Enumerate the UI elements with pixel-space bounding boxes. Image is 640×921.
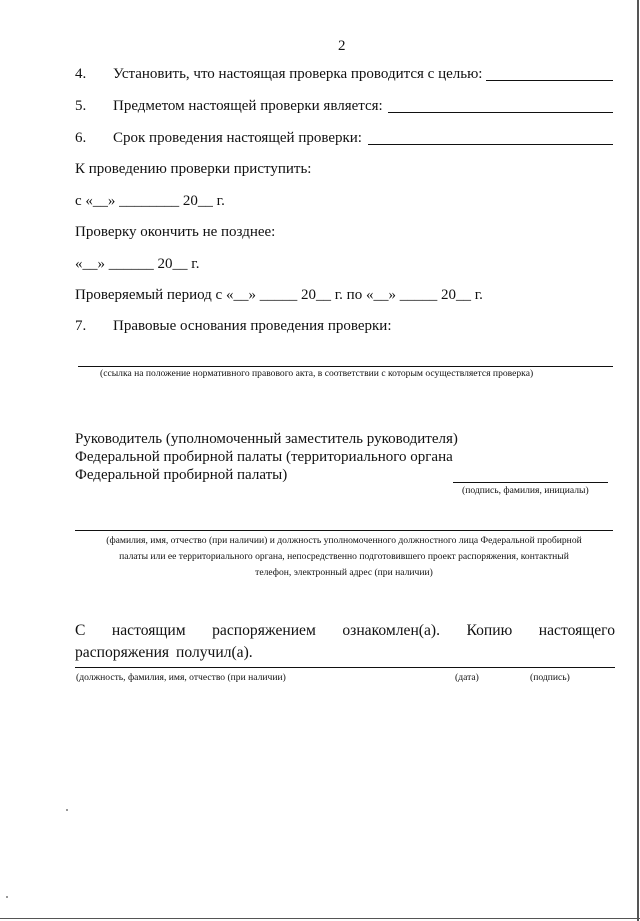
item-7 [75,318,391,335]
legal-basis-caption: (ссылка на положение нормативного правового акта, в соответствии с которым осуществляется проверка) [100,368,534,379]
item-7-text: Правовые основания проведения проверки: [113,318,392,334]
item-5-text: Предметом настоящей проверки является: [113,98,383,114]
end-heading: Проверку окончить не позднее: [75,224,276,240]
item-6-number: 6. [75,130,87,146]
item-5 [75,98,383,115]
official-caption-3: телефон, электронный адрес (при наличии) [255,567,433,578]
item-5-fill-line [388,112,613,113]
item-6-text: Срок проведения настоящей проверки: [113,130,362,146]
item-4-text: Установить, что настоящая проверка проводится с целью: [113,66,483,82]
official-line [75,530,613,531]
scan-edge-bottom [0,918,640,919]
review-period: Проверяемый период с «__» _____ 20__ г. по «__» _____ 20__ г. [75,287,483,303]
item-6 [75,130,362,147]
ack-signature-caption: (подпись) [530,672,570,683]
start-heading: К проведению проверки приступить: [75,161,312,177]
page-number: 2 [338,38,346,54]
ack-date-caption: (дата) [455,672,479,683]
head-line-1: Руководитель (уполномоченный заместитель руководителя) [75,431,458,447]
acknowledgement-text: С настоящим распоряжением ознакомлен(а). Копию настоящего распоряжения получил(а). [75,622,615,661]
legal-basis-line [78,366,613,367]
scan-speck [66,809,68,811]
item-5-number: 5. [75,98,87,114]
head-line-3: Федеральной пробирной палаты) [75,467,288,483]
item-7-number: 7. [75,318,87,334]
signature-line [453,482,608,483]
ack-person-caption: (должность, фамилия, имя, отчество (при наличии) [76,672,286,683]
item-4-fill-line [486,80,613,81]
item-4-number: 4. [75,66,87,82]
item-4 [75,66,482,83]
end-date: «__» ______ 20__ г. [75,256,200,272]
official-caption-1: (фамилия, имя, отчество (при наличии) и должность уполномоченного должностного лица Федеральной пробирной [106,535,582,546]
start-date: с «__» ________ 20__ г. [75,193,225,209]
acknowledgement-line [75,667,615,668]
scan-speck [6,896,8,898]
head-line-2: Федеральной пробирной палаты (территориального органа [75,449,453,465]
official-caption-2: палаты или ее территориального органа, непосредственно подготовившего проект распоряжения, контактный [119,551,569,562]
scan-edge-right [637,0,639,921]
item-6-fill-line [368,144,613,145]
signature-caption: (подпись, фамилия, инициалы) [462,485,589,496]
